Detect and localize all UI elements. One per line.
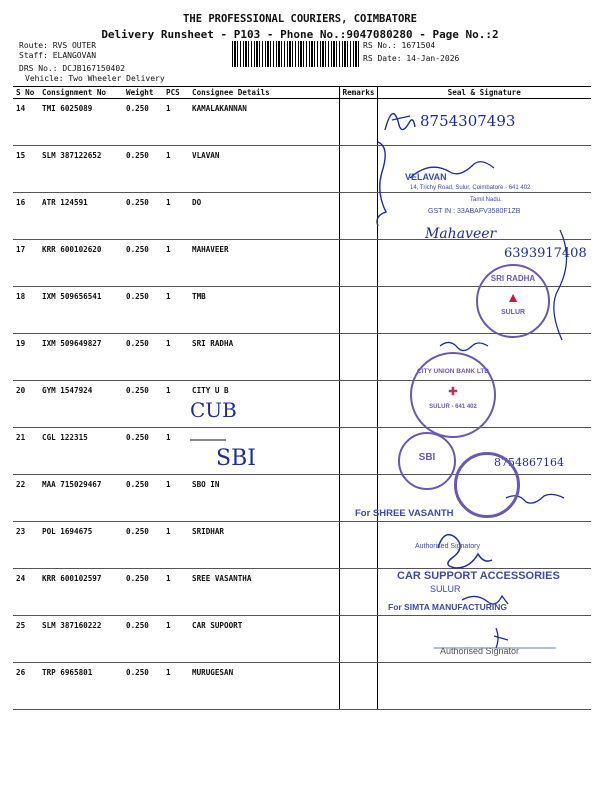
stamp-simta: For SIMTA MANUFACTURING <box>388 602 507 612</box>
handwritten-sbi: SBI <box>216 446 256 471</box>
handwritten-mahaveer: Mahaveer <box>425 226 497 242</box>
col-consignment: Consignment No <box>39 87 123 99</box>
signature-26 <box>494 628 508 648</box>
stamp-velavan-state: Tamil Nadu. <box>470 197 502 203</box>
cell-consignment: SLM 387160222 <box>39 616 123 663</box>
cell-pcs: 1 <box>163 569 189 616</box>
col-remarks: Remarks <box>339 87 377 99</box>
cell-consignment: SLM 387122652 <box>39 146 123 193</box>
stamp-city-union-bank: CITY UNION BANK LTD ✚ SULUR - 641 402 <box>410 352 496 438</box>
signature-24 <box>438 535 492 568</box>
cell-weight: 0.250 <box>123 193 163 240</box>
stamp-velavan-addr: 14, Trichy Road, Sulur, Coimbatore - 641 402 <box>410 185 531 191</box>
cell-consignee: CITY U B <box>189 381 339 428</box>
col-sno: S No <box>13 87 39 99</box>
cell-weight: 0.250 <box>123 381 163 428</box>
signature-stroke <box>377 142 386 226</box>
cell-consignee: SBO IN <box>189 475 339 522</box>
handwritten-cub: CUB <box>190 398 237 422</box>
vehicle-label: Vehicle: Two Wheeler Delivery <box>25 74 165 83</box>
cell-consignment: GYM 1547924 <box>39 381 123 428</box>
cell-pcs: 1 <box>163 334 189 381</box>
handwritten-phone-14: 8754307493 <box>420 112 516 130</box>
cell-weight: 0.250 <box>123 334 163 381</box>
cell-consignee: TMB <box>189 287 339 334</box>
cell-sno: 20 <box>13 381 39 428</box>
cell-sno: 14 <box>13 99 39 146</box>
rs-number: RS No.: 1671504 <box>363 41 436 50</box>
cell-weight: 0.250 <box>123 146 163 193</box>
cell-consignee: MURUGESAN <box>189 663 339 710</box>
cell-sno: 22 <box>13 475 39 522</box>
cell-sno: 24 <box>13 569 39 616</box>
cell-consignment: KRR 600102597 <box>39 569 123 616</box>
stamp-auth-sig-1: Authorised Signatory <box>415 543 480 550</box>
cell-consignment: TRP 6965801 <box>39 663 123 710</box>
cell-weight: 0.250 <box>123 663 163 710</box>
cell-pcs: 1 <box>163 428 189 475</box>
cell-sno: 19 <box>13 334 39 381</box>
col-consignee: Consignee Details <box>189 87 339 99</box>
cell-pcs: 1 <box>163 287 189 334</box>
stamp-sbi-text: SBI <box>418 452 436 463</box>
cell-consignment: POL 1694675 <box>39 522 123 569</box>
stamp-bank-name: CITY UNION BANK LTD <box>417 368 489 375</box>
stamp-bank-sulur: SULUR - 641 402 <box>429 404 477 410</box>
cell-pcs: 1 <box>163 381 189 428</box>
stamp-velavan-gst: GST IN : 33ABAFV3580F1ZB <box>428 208 521 215</box>
cell-sno: 21 <box>13 428 39 475</box>
signature-19 <box>440 342 488 350</box>
cell-consignee: VLAVAN <box>189 146 339 193</box>
stamp-car-sulur: SULUR <box>430 584 461 594</box>
runsheet-subtitle: Delivery Runsheet - P103 - Phone No.:9047080280 - Page No.:2 <box>101 28 499 41</box>
cell-pcs: 1 <box>163 616 189 663</box>
cell-consignee: KAMALAKANNAN <box>189 99 339 146</box>
cell-consignee: SRIDHAR <box>189 522 339 569</box>
cell-consignment: KRR 600102620 <box>39 240 123 287</box>
cell-pcs: 1 <box>163 522 189 569</box>
cell-weight: 0.250 <box>123 287 163 334</box>
cell-consignment: IXM 509649827 <box>39 334 123 381</box>
cell-sno: 23 <box>13 522 39 569</box>
cell-consignment: MAA 715029467 <box>39 475 123 522</box>
cell-pcs: 1 <box>163 193 189 240</box>
cell-weight: 0.250 <box>123 569 163 616</box>
cell-consignment: IXM 509656541 <box>39 287 123 334</box>
stamp-sbi <box>398 432 456 490</box>
cell-sno: 17 <box>13 240 39 287</box>
signature-14 <box>385 114 415 130</box>
cell-sno: 15 <box>13 146 39 193</box>
cell-consignee: SREE VASANTHA <box>189 569 339 616</box>
cell-consignee: MAHAVEER <box>189 240 339 287</box>
cell-pcs: 1 <box>163 99 189 146</box>
stamp-sri-radha-text: SRI RADHA <box>490 274 536 283</box>
col-weight: Weight <box>123 87 163 99</box>
cell-pcs: 1 <box>163 475 189 522</box>
cell-pcs: 1 <box>163 663 189 710</box>
handwritten-phone-22: 8754867164 <box>494 456 564 469</box>
staff-label: Staff: ELANGOVAN <box>19 51 97 60</box>
route-label: Route: RVS OUTER <box>19 41 97 50</box>
cell-consignment: CGL 122315 <box>39 428 123 475</box>
drs-number: DRS No.: DCJB167150402 <box>19 64 125 73</box>
cell-weight: 0.250 <box>123 99 163 146</box>
cell-consignee: CAR SUPOORT <box>189 616 339 663</box>
stamp-auth-sig-2: Authorised Signator <box>440 646 520 656</box>
stamp-round-seal <box>454 452 520 518</box>
stamp-car-support: CAR SUPPORT ACCESSORIES <box>397 570 560 582</box>
cell-pcs: 1 <box>163 240 189 287</box>
cell-pcs: 1 <box>163 146 189 193</box>
cell-consignee: SRI RADHA <box>189 334 339 381</box>
stamp-shree-vasanth: For SHREE VASANTH <box>355 508 454 519</box>
col-pcs: PCS <box>163 87 189 99</box>
cell-consignee: DO <box>189 193 339 240</box>
cell-weight: 0.250 <box>123 428 163 475</box>
rs-date: RS Date: 14-Jan-2026 <box>363 54 460 63</box>
cell-weight: 0.250 <box>123 240 163 287</box>
cell-consignment: ATR 124591 <box>39 193 123 240</box>
cell-weight: 0.250 <box>123 522 163 569</box>
stamp-sulur-text: SULUR <box>500 309 526 316</box>
stamp-velavan-name: VELAVAN <box>405 172 447 182</box>
cell-sno: 16 <box>13 193 39 240</box>
cell-sno: 26 <box>13 663 39 710</box>
cell-sno: 25 <box>13 616 39 663</box>
stamp-sri-radha: SRI RADHA ▲ SULUR <box>476 264 550 338</box>
cell-sno: 18 <box>13 287 39 334</box>
col-seal: Seal & Signature <box>377 87 591 99</box>
company-title: THE PROFESSIONAL COURIERS, COIMBATORE <box>183 13 417 25</box>
cell-consignment: TMI 6025089 <box>39 99 123 146</box>
cell-weight: 0.250 <box>123 616 163 663</box>
cell-weight: 0.250 <box>123 475 163 522</box>
handwritten-phone-17: 6393917408 <box>504 246 587 261</box>
